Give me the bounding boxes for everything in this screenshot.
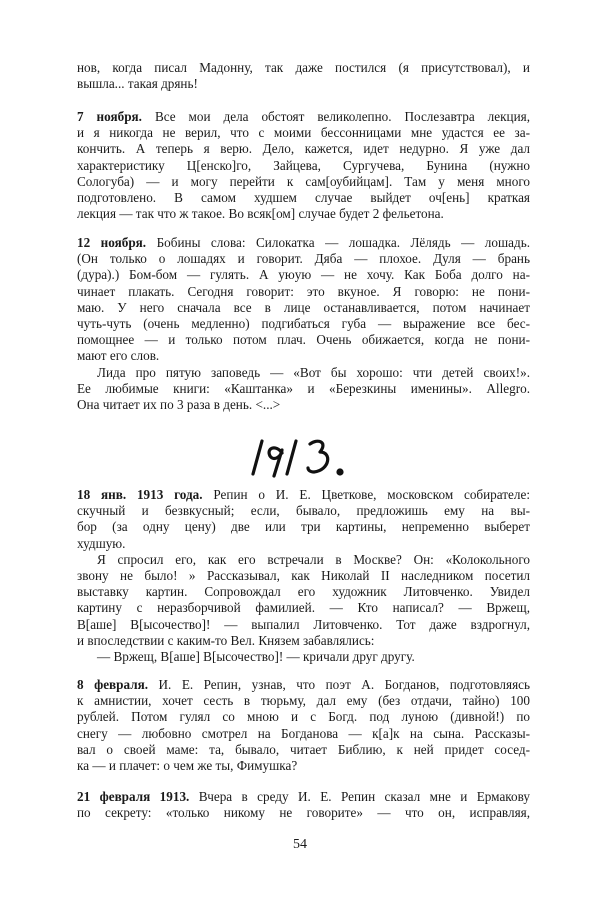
- line-text: к амнистии, хочет сесть в тюрьму, дал ему (без отдачи, тайно) 100: [77, 693, 530, 709]
- entry-date: 7 ноября.: [77, 109, 142, 124]
- paragraph: [77, 552, 530, 649]
- text-line: [77, 600, 530, 616]
- paragraph: [77, 109, 530, 222]
- line-text: Я спросил его, как его встречали в Москве? Он: «Колокольного: [97, 551, 530, 567]
- text-line: [77, 677, 530, 693]
- line-text: (дура).) Бом-бом — гулять. А уюую — не хочу. Как Боба долго на-: [77, 267, 530, 283]
- line-text: по секрету: «только никому не говорите» — что он, исправляя,: [77, 805, 530, 821]
- line-text: картину с неразборчивой фамилией. — Кто написал? — Вржещ,: [77, 600, 530, 616]
- line-text: характеристику Ц[енско]го, Зайцева, Сургучева, Бунина (нужно: [77, 157, 530, 173]
- text-line: [77, 348, 530, 364]
- text-line: [77, 332, 530, 348]
- text-line: [77, 316, 530, 332]
- line-text: бор (за одну цену) две или три картины, непременно выберет: [77, 519, 530, 535]
- text-line: [77, 552, 530, 568]
- text-line: [77, 206, 530, 222]
- text-line: [77, 76, 530, 92]
- text-line: [77, 365, 530, 381]
- line-text: скучный и безвкусный; если, бывало, предложишь ему на вы-: [77, 503, 530, 519]
- handwritten-year-heading: [248, 432, 358, 482]
- line-text: В[аше] В[ысочество]! — выпалил Литовченко. Тот даже вздрогнул,: [77, 616, 530, 632]
- line-text: — Вржещ, В[аше] В[ысочество]! — кричали друг другу.: [97, 648, 415, 664]
- line-text: нов, когда писал Мадонну, так даже постился (я присутствовал), и: [77, 60, 530, 75]
- line-text: маю. У него сначала все в лице останавливается, потом начинает: [77, 299, 530, 315]
- text-line: [77, 487, 530, 503]
- text-line: [77, 617, 530, 633]
- text-line: [77, 789, 530, 805]
- handwritten-1913-image: [248, 432, 358, 482]
- line-text: ка — и плачет: о чем же ты, Фимушка?: [77, 757, 298, 773]
- entry-date: 12 ноября.: [77, 235, 147, 250]
- entry-date: 8 февраля.: [77, 677, 149, 692]
- line-text: помощнее — и только потом плач. Очень обижается, когда не пони-: [77, 332, 530, 348]
- text-line: [77, 125, 530, 141]
- diary-entry: [77, 789, 530, 821]
- line-text: чуть-чуть (очень медленно) подгибаться губа — выражение все бес-: [77, 315, 530, 331]
- line-text: кончить. А теперь я верю. Дело, кажется, идет недурно. Я уже дал: [77, 141, 530, 157]
- text-line: [77, 109, 530, 125]
- line-text: Она читает их по 3 раза в день. <...>: [77, 396, 281, 412]
- text-line: [77, 633, 530, 649]
- diary-entry: [77, 109, 530, 222]
- text-line: [77, 251, 530, 267]
- line-text: Ее любимые книги: «Каштанка» и «Березкины именины». Allegro.: [77, 380, 530, 396]
- entry-date: 21 февраля 1913.: [77, 789, 190, 804]
- line-text: мают его слов.: [77, 348, 160, 364]
- text-line: [77, 584, 530, 600]
- line-text: худшую.: [77, 535, 126, 551]
- text-line: [77, 174, 530, 190]
- text-line: [77, 519, 530, 535]
- diary-entry: [77, 487, 530, 665]
- entry-date: 18 янв. 1913 года.: [77, 487, 203, 502]
- page-number: 54: [293, 837, 307, 852]
- line-text: звону не было! » Рассказывал, как Николай II наследником посетил: [77, 567, 530, 583]
- text-line: [77, 60, 530, 76]
- text-line: [77, 709, 530, 725]
- diary-entry: [77, 677, 530, 774]
- line-text: выставку картин. Сопровождал его художник Литовченко. Увидел: [77, 584, 530, 600]
- text-line: [77, 300, 530, 316]
- line-text: И. Е. Репин, узнав, что поэт А. Богданов, подготовляясь: [158, 677, 531, 692]
- paragraph: [77, 789, 530, 821]
- line-text: Лида про пятую заповедь — «Вот бы хорошо: чти детей своих!».: [97, 364, 530, 380]
- paragraph: [77, 235, 530, 365]
- line-text: и впоследствии с каким-то Вел. Князем забавлялись:: [77, 632, 375, 648]
- paragraph: [77, 649, 530, 665]
- diary-entry: [77, 235, 530, 413]
- text-line: [77, 397, 530, 413]
- text-line: [77, 805, 530, 821]
- paragraph: [77, 487, 530, 552]
- text-line: [77, 235, 530, 251]
- text-line: [77, 141, 530, 157]
- text-line: [77, 742, 530, 758]
- line-text: вал о своей маме: та, бывало, читает Библию, к ней придет сосед-: [77, 741, 530, 757]
- text-line: [77, 503, 530, 519]
- line-text: Бобины слова: Силокатка — лошадка. Лёлядь — лошадь.: [156, 235, 530, 250]
- line-text: снегу — любовно смотрел на Богданова — к[а]к на сына. Рассказы-: [77, 725, 530, 741]
- text-line: [77, 284, 530, 300]
- text-line: [77, 649, 530, 665]
- continued-text: [77, 60, 530, 92]
- line-text: рублей. Потом гулял со мною и с Богд. под луною (дивной!) по: [77, 709, 530, 725]
- paragraph: [77, 60, 530, 92]
- line-text: вышла... такая дрянь!: [77, 76, 198, 92]
- line-text: (Он только о лошадях и говорит. Дяба — плохое. Дуля — брань: [77, 251, 530, 267]
- text-line: [77, 267, 530, 283]
- paragraph: [77, 677, 530, 774]
- line-text: и я никогда не верил, что с моими бессонницами мне удастся ее за-: [77, 125, 530, 141]
- text-line: [77, 758, 530, 774]
- line-text: Все мои дела обстоят великолепно. Послезавтра лекция,: [154, 109, 530, 124]
- text-line: [77, 190, 530, 206]
- text-line: [77, 536, 530, 552]
- text-line: [77, 158, 530, 174]
- text-line: [77, 693, 530, 709]
- line-text: чинает плакать. Сегодня говорит: это вкуное. Я говорю: не пони-: [77, 283, 530, 299]
- text-line: [77, 568, 530, 584]
- line-text: подготовлено. В самом худшем случае выйдет оч[ень] краткая: [77, 189, 530, 205]
- text-line: [77, 726, 530, 742]
- line-text: Сологуба) — и могу перейти к сам[оубийцам]. Там у меня много: [77, 173, 530, 189]
- line-text: лекция — так что ж такое. Во всяк[ом] случае будет 2 фельетона.: [77, 206, 444, 222]
- line-text: Вчера в среду И. Е. Репин сказал мне и Ермакову: [198, 789, 530, 804]
- line-text: Репин о И. Е. Цветкове, московском собирателе:: [213, 487, 531, 502]
- paragraph: [77, 365, 530, 414]
- text-line: [77, 381, 530, 397]
